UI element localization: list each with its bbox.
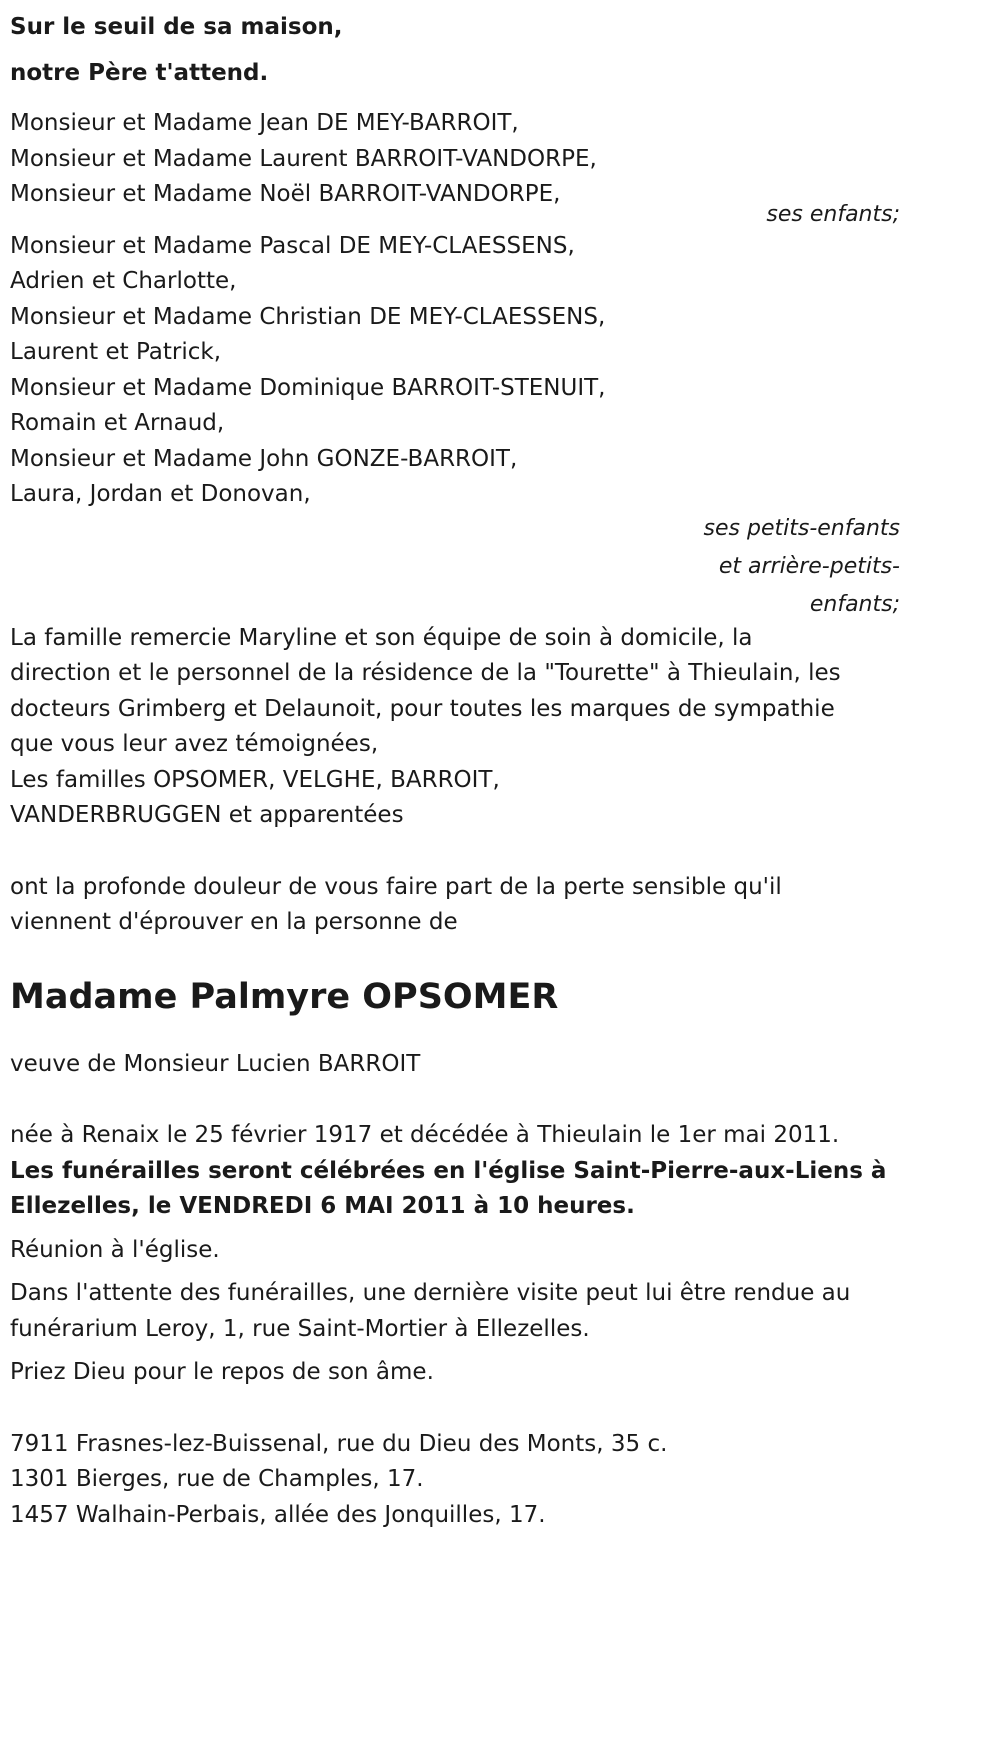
children-role: ses enfants; [766, 201, 900, 227]
grandchild-line: Monsieur et Madame John GONZE-BARROIT, [10, 445, 518, 472]
funeral-line-2: Ellezelles, le VENDREDI 6 MAI 2011 à 10 heures. [10, 1193, 635, 1219]
addresses [10, 1427, 900, 1534]
child-line: Monsieur et Madame Laurent BARROIT-VANDORPE, [10, 145, 597, 172]
grandchild-line: Monsieur et Madame Dominique BARROIT-STENUIT, [10, 374, 606, 401]
visit-line-1: Dans l'attente des funérailles, une dernière visite peut lui être rendue au [10, 1280, 851, 1306]
meeting: Réunion à l'église. [10, 1236, 220, 1263]
visit-line-2: funérarium Leroy, 1, rue Saint-Mortier à Ellezelles. [10, 1315, 590, 1342]
child-line: Monsieur et Madame Noël BARROIT-VANDORPE, [10, 181, 561, 207]
deceased-name: Madame Palmyre OPSOMER [10, 976, 559, 1017]
grandchildren-role-line-1: ses petits-enfants [703, 515, 900, 541]
child-line: Monsieur et Madame Jean DE MEY-BARROIT, [10, 110, 519, 136]
thanks-line: direction et le personnel de la résidence de la "Tourette" à Thieulain, les [10, 660, 841, 686]
thanks-line: que vous leur avez témoignées, [10, 731, 379, 757]
thanks-section [10, 621, 900, 834]
announcement-line-1: ont la profonde douleur de vous faire part de la perte sensible qu'il [10, 873, 782, 900]
thanks-line: docteurs Grimberg et Delaunoit, pour toutes les marques de sympathie [10, 695, 835, 722]
grandchild-line: Romain et Arnaud, [10, 410, 225, 436]
funeral-details [10, 1154, 900, 1391]
announcement [10, 870, 900, 941]
grandchild-line: Laura, Jordan et Donovan, [10, 481, 311, 507]
grandchildren-role-line-3: enfants; [809, 591, 900, 617]
intro-line-1: Sur le seuil de sa maison, [10, 14, 343, 40]
grandchild-line: Monsieur et Madame Pascal DE MEY-CLAESSENS, [10, 232, 575, 259]
families-line: Les familles OPSOMER, VELGHE, BARROIT, [10, 766, 500, 793]
families-line: VANDERBRUGGEN et apparentées [10, 802, 404, 828]
announcement-line-2: viennent d'éprouver en la personne de [10, 909, 458, 935]
funeral-line-1: Les funérailles seront célébrées en l'église Saint-Pierre-aux-Liens à [10, 1157, 887, 1184]
grandchild-line: Monsieur et Madame Christian DE MEY-CLAESSENS, [10, 303, 606, 330]
address-line: 1457 Walhain-Perbais, allée des Jonquilles, 17. [10, 1501, 546, 1528]
intro-verse [10, 4, 900, 96]
grandchild-line: Adrien et Charlotte, [10, 268, 237, 294]
grandchildren-section [10, 229, 900, 621]
thanks-line: La famille remercie Maryline et son équipe de soin à domicile, la [10, 624, 753, 651]
intro-line-2: notre Père t'attend. [10, 60, 269, 86]
address-line: 1301 Bierges, rue de Champles, 17. [10, 1466, 424, 1492]
widow-of: veuve de Monsieur Lucien BARROIT [10, 1050, 421, 1077]
grandchildren-role-line-2: et arrière-petits- [718, 553, 900, 579]
birth-death: née à Renaix le 25 février 1917 et décédée à Thieulain le 1er mai 2011. [10, 1122, 840, 1148]
grandchild-line: Laurent et Patrick, [10, 339, 222, 365]
address-line: 7911 Frasnes-lez-Buissenal, rue du Dieu des Monts, 35 c. [10, 1430, 668, 1457]
prayer: Priez Dieu pour le repos de son âme. [10, 1359, 434, 1385]
children-section [10, 106, 900, 231]
